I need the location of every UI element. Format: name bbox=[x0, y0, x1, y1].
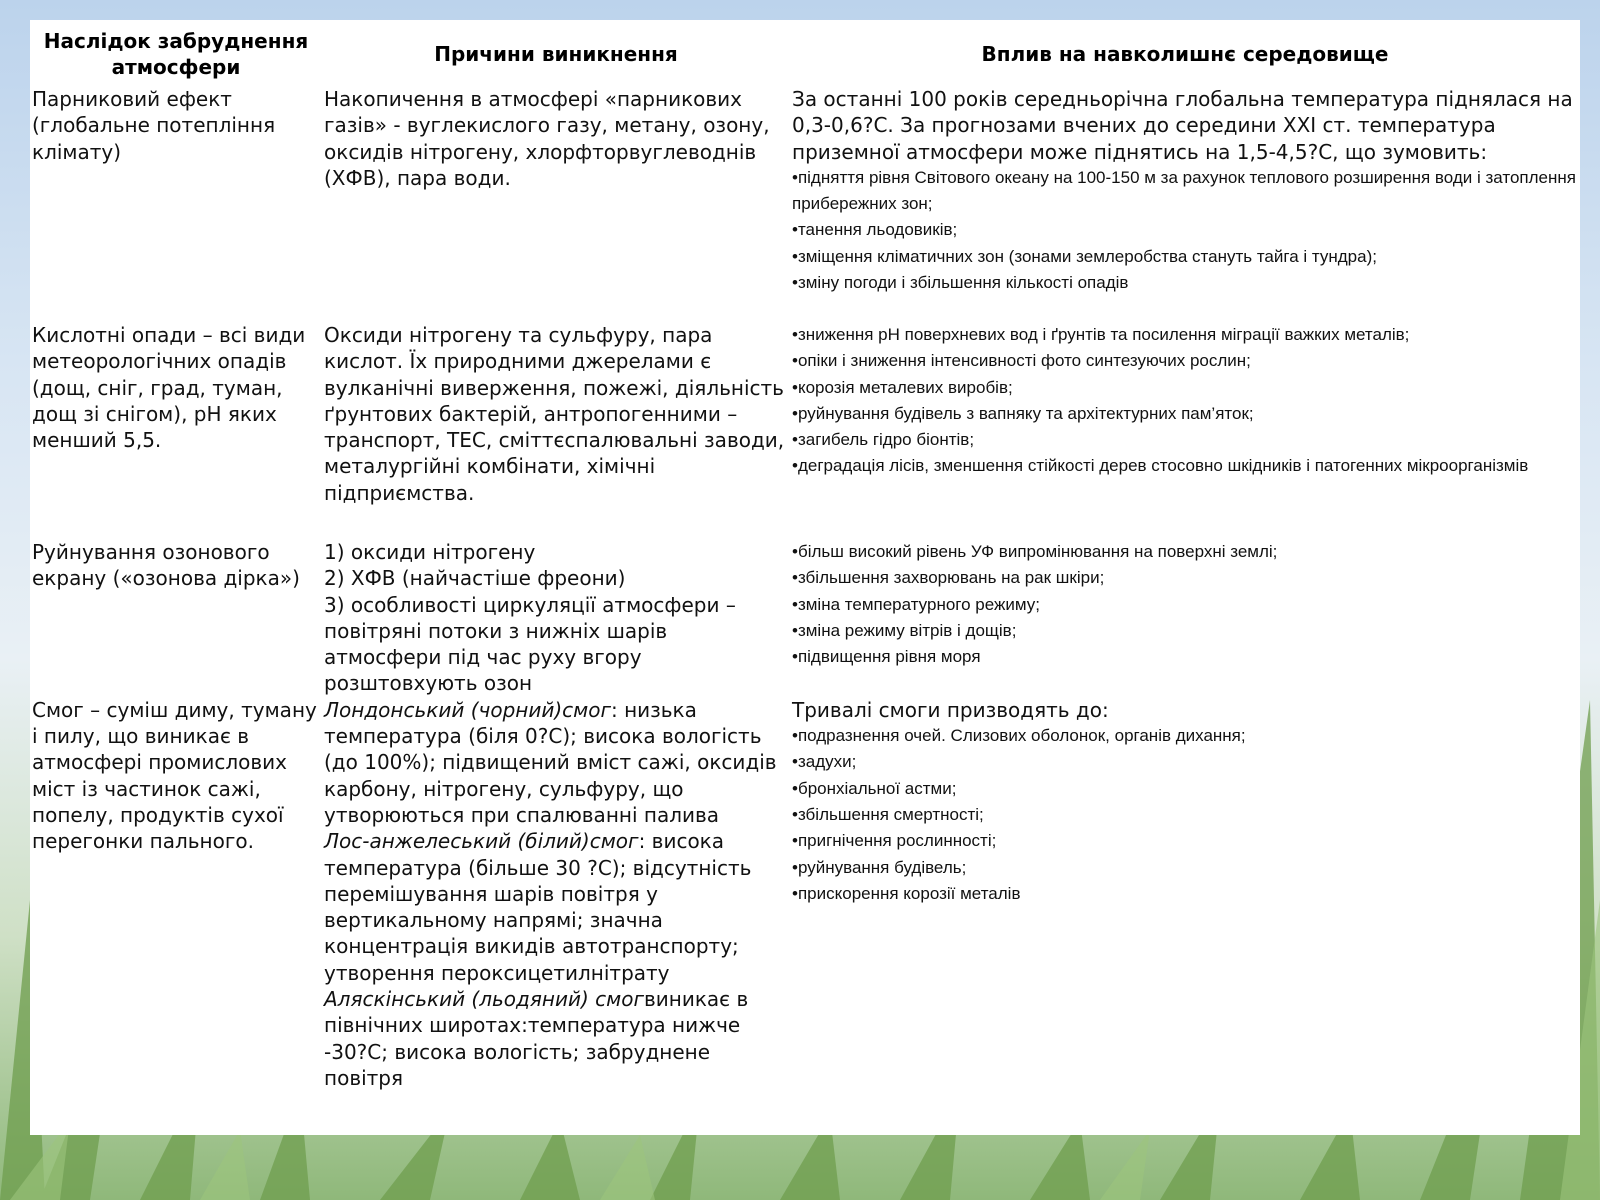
smog-type bbox=[324, 828, 788, 986]
cause-text: Накопичення в атмосфері «парникових газів» - вуглекислого газу, метану, озону, оксидів нітрогену, хлорфторвуглеводнів (ХФВ), пара води. bbox=[324, 87, 770, 190]
table-row bbox=[30, 697, 1580, 1091]
smog-type-name: Лондонський (чорний)смог bbox=[324, 697, 611, 722]
header-impact: Вплив на навколишнє середовище bbox=[981, 42, 1389, 66]
smog-type bbox=[324, 986, 788, 1091]
smog-type bbox=[324, 697, 788, 828]
impact-item: •зниження рН поверхневих вод і ґрунтів та посилення міграції важких металів; bbox=[792, 325, 1410, 344]
impact-item: •задухи; bbox=[792, 752, 857, 772]
impact-cell bbox=[790, 527, 1580, 697]
impact-cell bbox=[790, 322, 1580, 527]
consequence-text: Руйнування озонового екрану («озонова дірка») bbox=[32, 540, 300, 591]
impact-item: •загибель гідро біонтів; bbox=[792, 430, 975, 450]
consequence-cell: Кислотні опади – всі види метеорологічних опадів (дощ, сніг, град, туман, дощ зі снігом), рН яких менший 5,5. bbox=[32, 323, 306, 453]
impact-intro: Тривалі смоги призводять до: bbox=[792, 697, 1109, 722]
cause-item: 3) особливості циркуляції атмосфери – повітряні потоки з нижніх шарів атмосфери під час руху вгору розштовхують озон bbox=[324, 592, 736, 696]
consequence-cell: Парниковий ефект (глобальне потепління клімату) bbox=[32, 87, 276, 164]
table-header-row bbox=[30, 20, 1580, 86]
impact-item: •подразнення очей. Слизових оболонок, органів дихання; bbox=[792, 726, 1246, 746]
impact-intro: За останні 100 років середньорічна глобальна температура піднялася на 0,3-0,6?С. За прогнозами вчених до середини ХХІ ст. температура приземної атмосфери може піднятись на 1,5-4,5?С, що зумовить: bbox=[792, 87, 1573, 164]
impact-item: •деградація лісів, зменшення стійкості дерев стосовно шкідників і патогенних мікроорганізмів bbox=[792, 456, 1529, 476]
impact-item: •зміна температурного режиму; bbox=[792, 594, 1040, 614]
causes-cell bbox=[322, 697, 790, 1091]
table-row bbox=[30, 527, 1580, 697]
causes-cell bbox=[322, 527, 790, 697]
impact-item: •зміна режиму вітрів і дощів; bbox=[792, 620, 1017, 640]
header-consequence: Наслідок забруднення атмосфери bbox=[43, 29, 309, 79]
impact-item: •опіки і зниження інтенсивності фото синтезуючих рослин; bbox=[792, 351, 1251, 371]
impact-cell bbox=[790, 86, 1580, 322]
impact-item: •бронхіальної астми; bbox=[792, 778, 957, 798]
impact-item: •корозія металевих виробів; bbox=[792, 377, 1013, 397]
impact-item: •пригнічення рослинності; bbox=[792, 831, 997, 851]
impact-item: •підвищення рівня моря bbox=[792, 647, 981, 667]
cause-item: 2) ХФВ (найчастіше фреони) bbox=[324, 566, 626, 591]
content-card bbox=[30, 20, 1580, 1135]
table-row bbox=[30, 86, 1580, 322]
smog-type-name: Аляскінський (льодяний) смог bbox=[324, 987, 644, 1012]
smog-type-text: : висока температура (більше 30 ?С); відсутність перемішування шарів повітря у вертикальному напрямі; значна концентрація викидів автотранспорту; утворення пероксицетилнітрату bbox=[324, 829, 752, 985]
impact-item: •зміщення кліматичних зон (зонами землеробства стануть тайга і тундра); bbox=[792, 246, 1377, 266]
impact-cell bbox=[790, 697, 1580, 1091]
smog-type-text: : низька температура (біля 0?С); висока вологість (до 100%); підвищений вміст сажі, оксидів карбону, нітрогену, сульфуру, що утворюються при спалюванні палива bbox=[324, 697, 777, 827]
table-row bbox=[30, 322, 1580, 527]
consequence-cell: Смог – суміш диму, туману і пилу, що виникає в атмосфері промислових міст із частинок сажі, попелу, продуктів сухої перегонки пального. bbox=[32, 697, 317, 854]
impact-item: •руйнування будівель з вапняку та архітектурних пам’яток; bbox=[792, 403, 1254, 423]
impact-item: •танення льодовиків; bbox=[792, 220, 958, 240]
impact-item: •зміну погоди і збільшення кількості опадів bbox=[792, 273, 1129, 293]
cause-item: 1) оксиди нітрогену bbox=[324, 540, 536, 564]
smog-type-text: виникає в північних широтах:температура нижче -30?С; висока вологість; забруднене повітря bbox=[324, 987, 749, 1090]
header-causes: Причини виникнення bbox=[434, 42, 678, 66]
causes-cell bbox=[322, 86, 790, 322]
impact-item: •підняття рівня Світового океану на 100-150 м за рахунок теплового розширення води і затоплення прибережних зон; bbox=[792, 167, 1576, 214]
smog-type-name: Лос-анжелеський (білий)смог bbox=[324, 829, 639, 854]
pollution-table bbox=[30, 20, 1580, 1091]
consequence-cell bbox=[30, 527, 322, 697]
impact-item: •збільшення захворювань на рак шкіри; bbox=[792, 568, 1105, 588]
cause-text: Оксиди нітрогену та сульфуру, пара кислот. Їх природними джерелами є вулканічні виверження, пожежі, діяльність ґрунтових бактерій, антропогенними – транспорт, ТЕС, сміттєспалювальні заводи, металургійні комбінати, хімічні підприємства. bbox=[324, 323, 785, 505]
impact-item: •збільшення смертності; bbox=[792, 804, 984, 824]
impact-item: •руйнування будівель; bbox=[792, 857, 967, 877]
causes-cell bbox=[322, 322, 790, 527]
impact-item: •більш високий рівень УФ випромінювання на поверхні землі; bbox=[792, 542, 1278, 561]
impact-item: •прискорення корозії металів bbox=[792, 883, 1021, 903]
